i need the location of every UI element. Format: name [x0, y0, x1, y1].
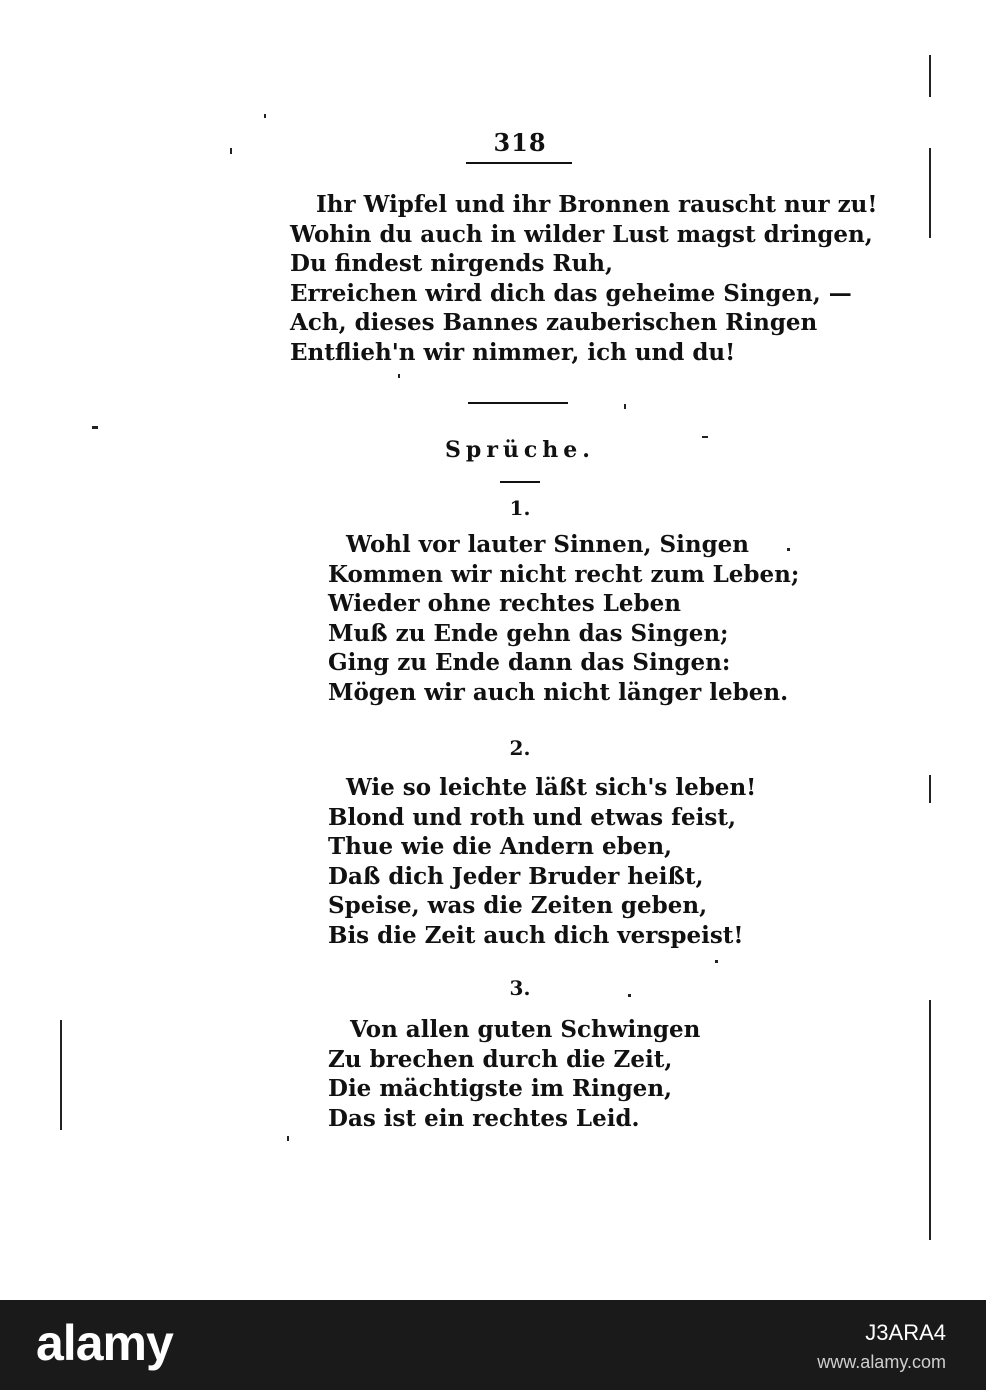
scan-edge-line	[929, 775, 931, 803]
scan-speck	[787, 548, 790, 551]
verse-3	[328, 1015, 700, 1133]
page-number-rule	[466, 162, 572, 164]
scan-speck	[287, 1136, 289, 1141]
scan-edge-line	[929, 148, 931, 238]
verse-line: Wie so leichte läßt sich's leben!	[346, 774, 757, 801]
verse-number: 3.	[509, 976, 531, 1000]
verse-line: Blond und roth und etwas feist,	[328, 803, 736, 831]
section-title-rule	[500, 481, 540, 483]
verse-line: Daß dich Jeder Bruder heißt,	[328, 862, 704, 890]
verse-line: Zu brechen durch die Zeit,	[328, 1045, 673, 1073]
verse-1	[328, 530, 799, 707]
section-divider	[468, 402, 568, 404]
verse-number: 2.	[509, 736, 531, 760]
verse-line: Erreichen wird dich das geheime Singen, —	[290, 279, 852, 307]
verse-line: Von allen guten Schwingen	[350, 1016, 701, 1043]
verse-line: Ihr Wipfel und ihr Bronnen rauscht nur zu!	[316, 191, 878, 218]
verse-line: Du findest nirgends Ruh,	[290, 250, 614, 277]
stanza-continuation	[290, 190, 877, 367]
scan-speck	[624, 404, 626, 409]
image-id: J3ARA4	[865, 1320, 946, 1345]
page-number: 318	[493, 128, 547, 157]
verse-line: Mögen wir auch nicht länger leben.	[328, 678, 789, 706]
scan-speck	[264, 114, 266, 118]
verse-line: Speise, was die Zeiten geben,	[328, 892, 708, 919]
verse-line: Ging zu Ende dann das Singen:	[328, 649, 731, 676]
scan-speck	[715, 960, 718, 963]
alamy-logo: alamy	[36, 1315, 173, 1371]
verse-line: Kommen wir nicht recht zum Leben;	[328, 560, 800, 588]
watermark-footer	[0, 1300, 986, 1390]
verse-line: Muß zu Ende gehn das Singen;	[328, 619, 729, 647]
scan-speck	[92, 426, 98, 429]
verse-line: Die mächtigste im Ringen,	[328, 1075, 673, 1102]
verse-line: Wohl vor lauter Sinnen, Singen	[346, 531, 750, 558]
scan-edge-line	[929, 55, 931, 97]
verse-line: Ach, dieses Bannes zauberischen Ringen	[290, 309, 818, 336]
scan-edge-line	[60, 1020, 62, 1130]
scan-speck	[702, 436, 708, 438]
verse-line: Das ist ein rechtes Leid.	[328, 1104, 640, 1132]
footer-url: www.alamy.com	[817, 1352, 946, 1372]
verse-2	[328, 773, 756, 950]
verse-line: Wohin du auch in wilder Lust magst dringen,	[290, 220, 873, 248]
scan-speck	[628, 994, 631, 997]
verse-line: Wieder ohne rechtes Leben	[328, 590, 681, 617]
verse-line: Bis die Zeit auch dich verspeist!	[328, 921, 744, 949]
scan-edge-line	[929, 1000, 931, 1240]
verse-number: 1.	[509, 496, 531, 520]
verse-line: Thue wie die Andern eben,	[328, 833, 673, 860]
scan-speck	[230, 148, 232, 154]
scan-speck	[398, 374, 400, 378]
section-title: Sprüche.	[445, 437, 595, 463]
verse-line: Entflieh'n wir nimmer, ich und du!	[290, 338, 736, 366]
